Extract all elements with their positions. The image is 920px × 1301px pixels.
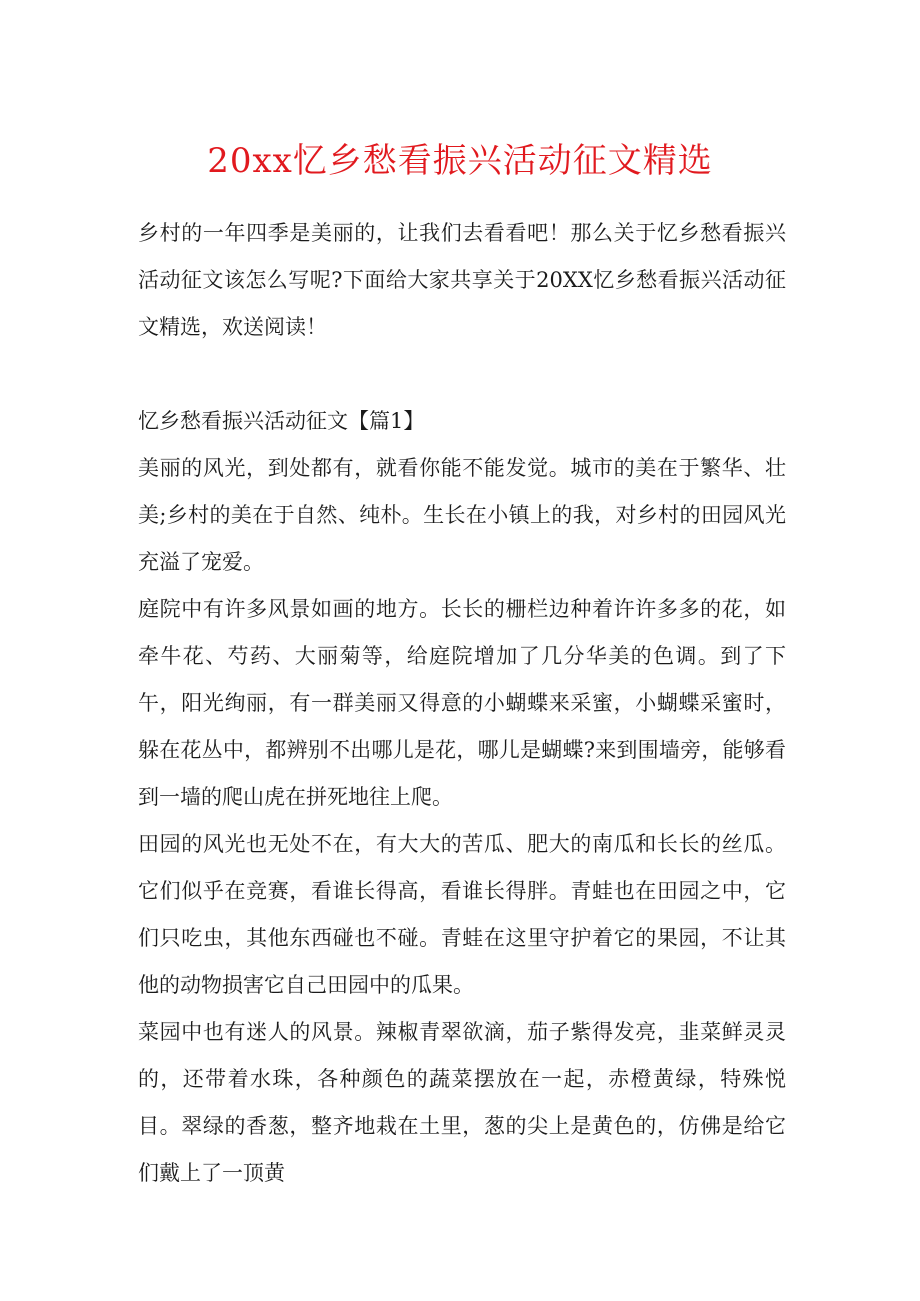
document-title: 20xx忆乡愁看振兴活动征文精选 [207,141,713,181]
intro-paragraph: 乡村的一年四季是美丽的，让我们去看看吧！那么关于忆乡愁看振兴活动征文该怎么写呢?下面给大家共享关于20XX忆乡愁看振兴活动征文精选，欢送阅读！ [138,221,786,339]
body-paragraph-4: 菜园中也有迷人的风景。辣椒青翠欲滴，茄子紫得发亮，韭菜鲜灵灵的，还带着水珠，各种颜色的蔬菜摆放在一起，赤橙黄绿，特殊悦目。翠绿的香葱，整齐地栽在土里，葱的尖上是黄色的，仿佛是给它们戴上了一顶黄 [138,1020,786,1185]
section-heading: 忆乡愁看振兴活动征文【篇1】 [138,409,425,433]
body-paragraph-2: 庭院中有许多风景如画的地方。长长的栅栏边种着许许多多的花，如牵牛花、芍药、大丽菊等，给庭院增加了几分华美的色调。到了下午，阳光绚丽，有一群美丽又得意的小蝴蝶来采蜜，小蝴蝶采蜜时，躲在花丛中，都辨别不出哪儿是花，哪儿是蝴蝶?来到围墙旁，能够看到一墙的爬山虎在拼死地往上爬。 [138,597,786,809]
document-body [138,210,786,1197]
body-paragraph-3: 田园的风光也无处不在，有大大的苦瓜、肥大的南瓜和长长的丝瓜。它们似乎在竞赛，看谁长得高，看谁长得胖。青蛙也在田园之中，它们只吃虫，其他东西碰也不碰。青蛙在这里守护着它的果园，不让其他的动物损害它自己田园中的瓜果。 [138,832,786,997]
body-paragraph-1: 美丽的风光，到处都有，就看你能不能发觉。城市的美在于繁华、壮美;乡村的美在于自然、纯朴。生长在小镇上的我，对乡村的田园风光充溢了宠爱。 [138,456,786,574]
